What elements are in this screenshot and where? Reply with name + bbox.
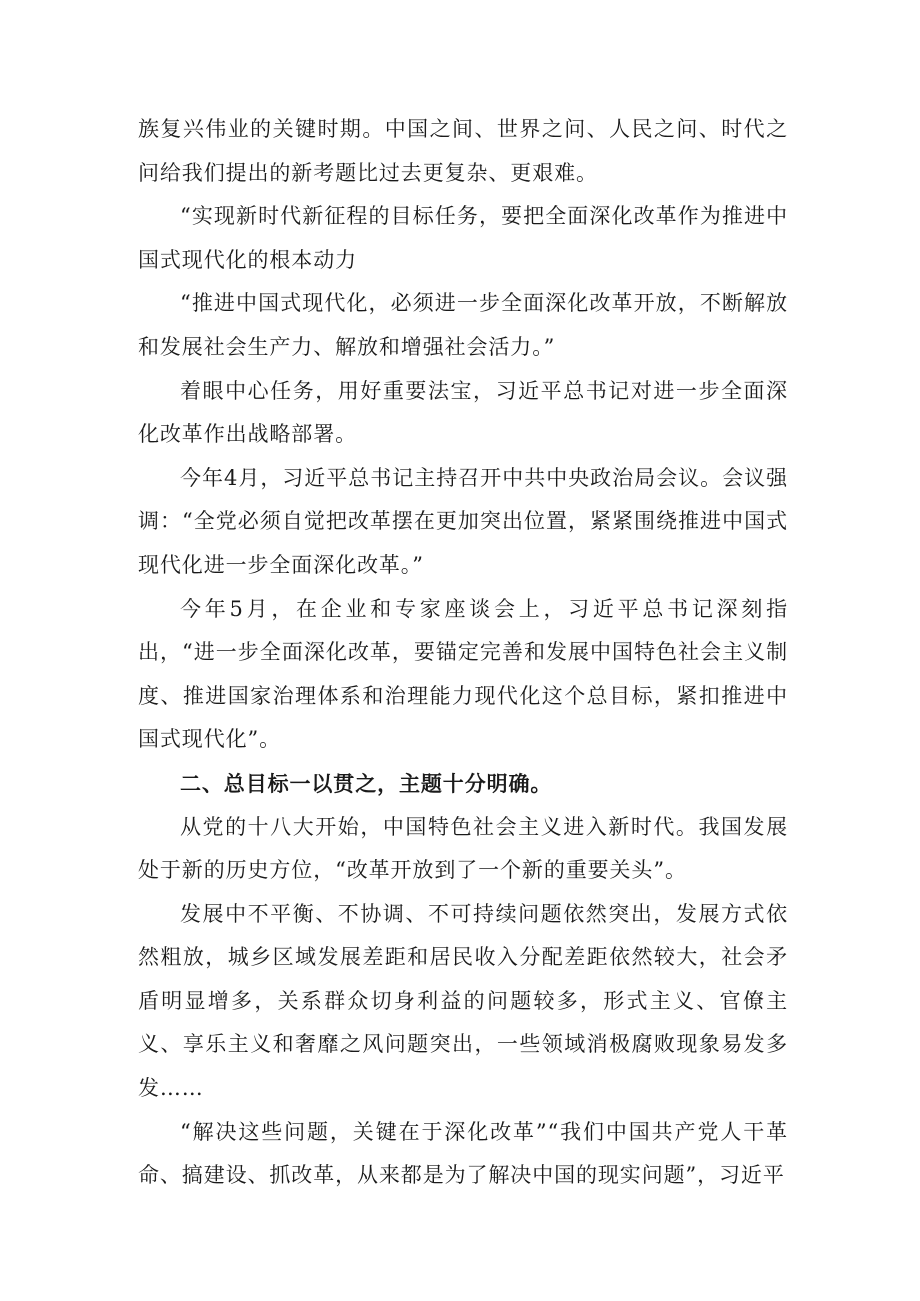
paragraph-1: 族复兴伟业的关键时期。中国之间、世界之问、人民之问、时代之问给我们提出的新考题比过去更复杂、更艰难。 (138, 117, 788, 185)
paragraph-3: “推进中国式现代化，必须进一步全面深化改革开放，不断解放和发展社会生产力、解放和增强社会活力。” (138, 291, 788, 359)
paragraph-9: “解决这些问题，关键在于深化改革”“我们中国共产党人干革命、搞建设、抓改革，从来都是为了解决中国的现实问题”，习近平 (138, 1119, 788, 1188)
document-body (138, 108, 788, 1198)
section-heading: 二、总目标一以贯之，主题十分明确。 (180, 770, 553, 796)
paragraph-6: 今年5月，在企业和专家座谈会上，习近平总书记深刻指出，“进一步全面深化改革，要锚定完善和发展中国特色社会主义制度、推进国家治理体系和治理能力现代化这个总目标，紧扣推进中国式现代化”。 (138, 596, 788, 752)
paragraph-5: 今年4月，习近平总书记主持召开中共中央政治局会议。会议强调：“全党必须自觉把改革摆在更加突出位置，紧紧围绕推进中国式现代化进一步全面深化改革。” (138, 465, 788, 577)
paragraph-8: 发展中不平衡、不协调、不可持续问题依然突出，发展方式依然粗放，城乡区域发展差距和居民收入分配差距依然较大，社会矛盾明显增多，关系群众切身利益的问题较多，形式主义、官僚主义、享乐主义和奢靡之风问题突出，一些领域消极腐败现象易发多发…… (138, 901, 788, 1101)
paragraph-2: “实现新时代新征程的目标任务，要把全面深化改革作为推进中国式现代化的根本动力 (138, 204, 788, 272)
paragraph-7: 从党的十八大开始，中国特色社会主义进入新时代。我国发展处于新的历史方位，“改革开放到了一个新的重要关头”。 (138, 814, 788, 883)
paragraph-4: 着眼中心任务，用好重要法宝，习近平总书记对进一步全面深化改革作出战略部署。 (138, 378, 788, 447)
